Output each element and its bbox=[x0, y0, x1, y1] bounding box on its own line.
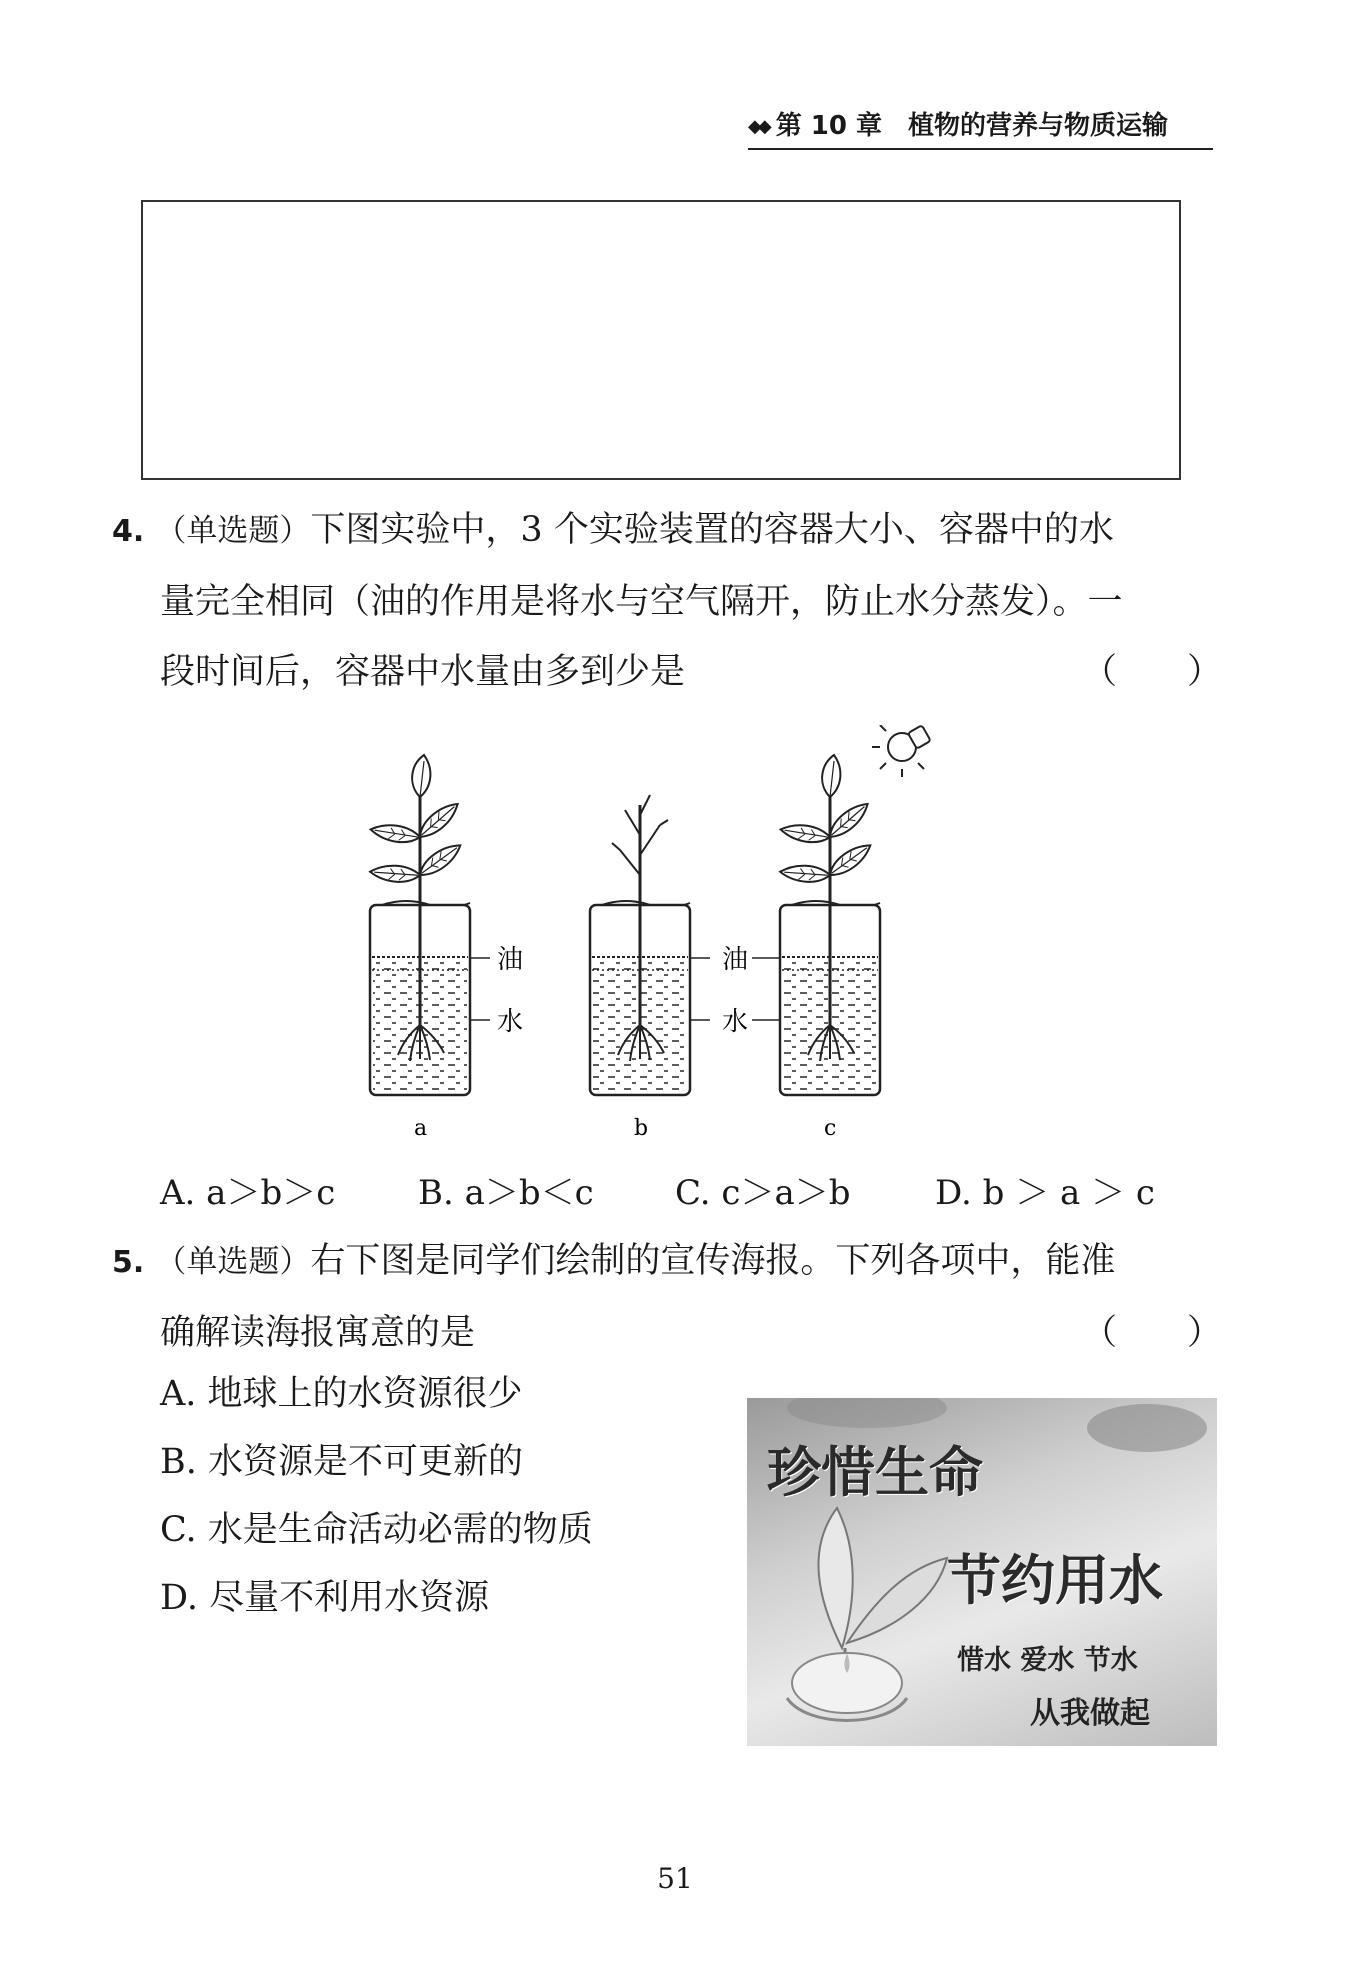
question-4 bbox=[112, 495, 1222, 707]
option-c[interactable]: C. 水是生命活动必需的物质 bbox=[160, 1510, 593, 1550]
question-text-line: 量完全相同（油的作用是将水与空气隔开，防止水分蒸发）。一 bbox=[160, 582, 1123, 622]
oil-label-a: 油 bbox=[497, 945, 524, 975]
question-number: 5. bbox=[112, 1245, 145, 1280]
question-5-options bbox=[160, 1360, 720, 1632]
jar-c bbox=[779, 755, 880, 1095]
question-4-options bbox=[160, 1165, 1210, 1225]
experiment-figure bbox=[350, 725, 970, 1155]
answer-box[interactable] bbox=[141, 200, 1181, 480]
option-a[interactable]: A. 地球上的水资源很少 bbox=[160, 1374, 523, 1414]
jar-a bbox=[369, 755, 470, 1095]
answer-parentheses[interactable]: （ ） bbox=[1081, 652, 1222, 692]
page-number: 51 bbox=[657, 1862, 693, 1895]
poster-slogan: 惜水 爱水 节水 bbox=[957, 1645, 1138, 1676]
water-label-a: 水 bbox=[497, 1007, 524, 1037]
question-text-line: 确解读海报寓意的是 bbox=[160, 1313, 476, 1353]
poster-headline-1: 珍惜生命 bbox=[767, 1441, 983, 1504]
diamond-icon: ◆◆ bbox=[748, 116, 768, 137]
question-5 bbox=[112, 1226, 1222, 1368]
option-d[interactable]: D. b ＞ a ＞ c bbox=[935, 1173, 1155, 1213]
jar-b bbox=[590, 795, 690, 1095]
oil-label-b: 油 bbox=[722, 945, 749, 975]
jar-b-label: b bbox=[634, 1116, 649, 1141]
water-label-b: 水 bbox=[722, 1007, 749, 1037]
poster-slogan-2: 从我做起 bbox=[1030, 1696, 1150, 1731]
question-number: 4. bbox=[112, 514, 145, 549]
chapter-header bbox=[748, 104, 1213, 150]
option-a[interactable]: A. a＞b＞c bbox=[160, 1173, 336, 1213]
chapter-title: 植物的营养与物质运输 bbox=[907, 111, 1168, 141]
question-type-tag: （单选题） bbox=[155, 513, 311, 549]
chapter-number: 第 10 章 bbox=[775, 111, 882, 141]
question-text-line: 段时间后，容器中水量由多到少是 bbox=[160, 652, 686, 692]
answer-parentheses[interactable]: （ ） bbox=[1081, 1313, 1222, 1353]
question-type-tag: （单选题） bbox=[155, 1244, 311, 1280]
jar-c-label: c bbox=[824, 1116, 837, 1141]
poster-headline-2: 节约用水 bbox=[947, 1549, 1163, 1612]
water-saving-poster bbox=[747, 1398, 1217, 1746]
question-text-line: 右下图是同学们绘制的宣传海报。下列各项中，能准 bbox=[310, 1241, 1116, 1281]
jar-a-label: a bbox=[414, 1116, 428, 1141]
option-d[interactable]: D. 尽量不利用水资源 bbox=[160, 1578, 490, 1618]
option-c[interactable]: C. c＞a＞b bbox=[675, 1173, 851, 1213]
light-bulb-icon bbox=[872, 725, 931, 777]
option-b[interactable]: B. a＞b＜c bbox=[418, 1173, 594, 1213]
question-text-line: 下图实验中，3 个实验装置的容器大小、容器中的水 bbox=[310, 510, 1114, 550]
option-b[interactable]: B. 水资源是不可更新的 bbox=[160, 1442, 523, 1482]
